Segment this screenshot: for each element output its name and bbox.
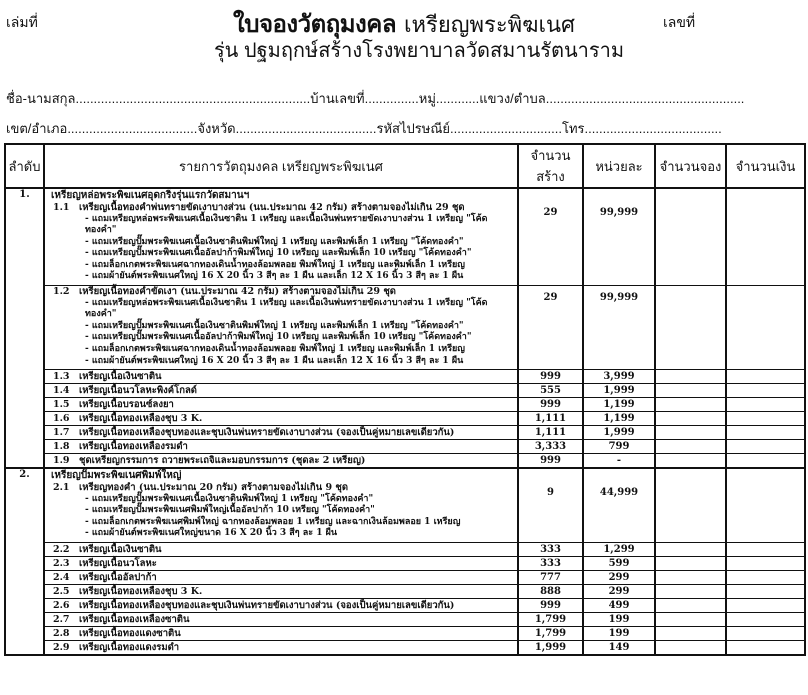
table-row <box>5 398 805 412</box>
item-number: 2.1 <box>53 482 70 494</box>
bonus-item: - แถมล็อกเกตพระพิฆเนศพิมพ์ใหญ่ ฉากทองล้อมพลอย 1 เหรียญ และฉากเงินล้อมพลอย 1 เหรียญ <box>85 516 461 527</box>
quantity-reserved-cell[interactable] <box>655 468 726 542</box>
bonus-item: - แถมเหรียญปั๊มพระพิฆเนศเนื้อเงินซาตินพิมพ์ใหญ่ 1 เหรียญ และพิมพ์เล็ก 1 เหรียญ "โค้ดทองคำ" <box>85 320 464 331</box>
item-line <box>45 586 517 598</box>
document-number-label: เลขที่ <box>663 14 696 30</box>
unit-price: 299 <box>583 585 655 599</box>
item-number: 1.2 <box>53 286 70 298</box>
category-title: เหรียญปั๊มพระพิฆเนศพิมพ์ใหญ่ <box>51 470 182 482</box>
quantity-reserved-cell[interactable] <box>655 641 726 656</box>
quantity-made: 999 <box>518 454 583 469</box>
quantity-reserved-cell[interactable] <box>655 613 726 627</box>
unit-price: 1,299 <box>583 543 655 557</box>
quantity-made: 29 <box>518 188 583 286</box>
unit-price: 299 <box>583 571 655 585</box>
col-header-quantity-reserved: จำนวนจอง <box>655 144 726 188</box>
table-row <box>5 384 805 398</box>
quantity-made: 1,799 <box>518 613 583 627</box>
table-row <box>5 440 805 454</box>
item-name: เหรียญทองคำ (นน.ประมาณ 20 กรัม) สร้างตามจองไม่เกิน 9 ชุด <box>79 482 348 494</box>
item-name: เหรียญเนื้อทองคำพ่นทรายขัดเงาบางส่วน (นน.ประมาณ 42 กรัม) สร้างตามจองไม่เกิน 29 ชุด <box>79 202 465 213</box>
item-number: 2.3 <box>53 557 70 569</box>
table-row <box>5 468 805 542</box>
unit-price: 99,999 <box>583 286 655 370</box>
form-line-1 <box>6 88 802 109</box>
table-row <box>5 370 805 384</box>
book-number-label: เล่มที่ <box>6 14 38 30</box>
item-line <box>45 441 517 453</box>
amount-cell[interactable] <box>726 412 805 426</box>
table-row <box>5 543 805 557</box>
item-description <box>44 627 518 641</box>
amount-cell[interactable] <box>726 370 805 384</box>
item-number: 1.7 <box>53 426 70 438</box>
item-description <box>44 412 518 426</box>
item-description <box>44 398 518 412</box>
unit-price: - <box>583 454 655 469</box>
quantity-made: 333 <box>518 557 583 571</box>
quantity-made: 1,799 <box>518 627 583 641</box>
item-description <box>44 370 518 384</box>
form-label: ชื่อ-นามสกุล <box>6 91 76 106</box>
table-row <box>5 613 805 627</box>
quantity-reserved-cell[interactable] <box>655 398 726 412</box>
item-name: เหรียญเนื้ออัลปาก้า <box>79 571 157 583</box>
quantity-made: 333 <box>518 543 583 557</box>
amount-cell[interactable] <box>726 398 805 412</box>
item-description <box>44 557 518 571</box>
item-line <box>45 202 517 214</box>
unit-price: 1,199 <box>583 398 655 412</box>
quantity-reserved-cell[interactable] <box>655 286 726 370</box>
quantity-reserved-cell[interactable] <box>655 599 726 613</box>
item-number: 1.3 <box>53 370 70 382</box>
col-header-amount: จำนวนเงิน <box>726 144 805 188</box>
form-fill-field[interactable]: ...................................... <box>584 121 722 136</box>
item-description <box>44 613 518 627</box>
item-description <box>44 440 518 454</box>
col-header-unit-price: หน่วยละ <box>583 144 655 188</box>
item-number: 2.8 <box>53 627 70 639</box>
form-label: รหัสไปรษณีย์ <box>376 121 451 136</box>
category-title: เหรียญหล่อพระพิฆเนศอุดกริ่งรุ่นแรกวัดสมานฯ <box>51 190 250 201</box>
item-line <box>45 482 517 494</box>
item-number: 1.5 <box>53 398 70 410</box>
table-row <box>5 627 805 641</box>
amount-cell[interactable] <box>726 613 805 627</box>
item-line <box>45 427 517 439</box>
item-description <box>44 426 518 440</box>
table-row <box>5 286 805 370</box>
item-name: เหรียญเนื้อทองเหลืองชุบทองและชุบเงินพ่นทรายขัดเงาบางส่วน (จองเป็นคู่หมายเลขเดียวกัน) <box>79 426 455 438</box>
form-label: เขต/อำเภอ <box>6 121 68 136</box>
table-row <box>5 454 805 469</box>
form-fill-field[interactable]: ............... <box>364 91 419 106</box>
quantity-reserved-cell[interactable] <box>655 571 726 585</box>
quantity-made: 888 <box>518 585 583 599</box>
item-description <box>44 543 518 557</box>
item-line <box>45 628 517 640</box>
bonus-item: - แถมผ้ายันต์พระพิฆเนศใหญ่ 16 X 20 นิ้ว 3 สีๆ ละ 1 ผืน และเล็ก 12 X 16 นิ้ว 3 สีๆ ละ 1 ผืน <box>85 355 464 366</box>
table-row <box>5 585 805 599</box>
col-header-item: รายการวัตถุมงคล เหรียญพระพิฆเนศ <box>44 144 518 188</box>
amount-cell[interactable] <box>726 188 805 286</box>
quantity-reserved-cell[interactable] <box>655 543 726 557</box>
item-line <box>45 371 517 383</box>
quantity-made: 777 <box>518 571 583 585</box>
item-number: 2.9 <box>53 641 70 653</box>
item-number: 1.4 <box>53 384 70 396</box>
quantity-made: 999 <box>518 398 583 412</box>
table-row <box>5 557 805 571</box>
item-name: เหรียญเนื้อทองคำขัดเงา (นน.ประมาณ 42 กรัม) สร้างตามจองไม่เกิน 29 ชุด <box>79 286 396 298</box>
item-number: 2.5 <box>53 585 70 597</box>
table-row <box>5 641 805 656</box>
unit-price: 1,199 <box>583 412 655 426</box>
bonus-item: - แถมผ้ายันต์พระพิฆเนศใหญ่ 16 X 20 นิ้ว 3 สีๆ ละ 1 ผืน และเล็ก 12 X 16 นิ้ว 3 สีๆ ละ 1 ผืน <box>85 271 464 282</box>
table-header-row <box>5 144 805 188</box>
item-name: เหรียญเนื้อทองแดงซาติน <box>79 627 181 639</box>
form-fill-field[interactable]: ............................... <box>450 121 562 136</box>
amount-cell[interactable] <box>726 440 805 454</box>
col-header-order: ลำดับ <box>5 144 44 188</box>
item-line <box>45 642 517 654</box>
item-number: 2.6 <box>53 599 70 611</box>
table-row <box>5 571 805 585</box>
quantity-reserved-cell[interactable] <box>655 454 726 469</box>
item-description <box>44 585 518 599</box>
item-line <box>45 600 517 612</box>
quantity-reserved-cell[interactable] <box>655 370 726 384</box>
amount-cell[interactable] <box>726 585 805 599</box>
quantity-made: 999 <box>518 370 583 384</box>
item-number: 2.7 <box>53 613 70 625</box>
table-row <box>5 426 805 440</box>
item-line <box>45 413 517 425</box>
item-name: เหรียญเนื้อเงินซาติน <box>79 370 162 382</box>
bonus-item: - แถมผ้ายันต์พระพิฆเนศใหญ่ขนาด 16 X 20 นิ้ว 3 สีๆ ละ 1 ผืน <box>85 528 338 539</box>
bonus-item: - แถมเหรียญหล่อพระพิฆเนศเนื้อเงินซาติน 1 เหรียญ และเนื้อเงินพ่นทรายขัดเงาบางส่วน 1 เหรียญ "โค้ดทองคำ" <box>85 213 488 236</box>
amount-cell[interactable] <box>726 641 805 656</box>
item-description <box>44 641 518 656</box>
bonus-item: - แถมเหรียญปั๊มพระพิฆเนศพิมพ์ใหญ่เนื้ออัลปาก้า 10 เหรียญ "โค้ดทองคำ" <box>85 505 375 516</box>
item-name: เหรียญเนื้อนวโลหะ <box>79 557 157 569</box>
quantity-made: 9 <box>518 468 583 542</box>
item-line <box>45 455 517 467</box>
item-name: เหรียญเนื้อทองเหลืองซาติน <box>79 613 190 625</box>
item-name: ชุดเหรียญกรรมการ ถวายพระเถจิและมอบกรรมการ (ชุดละ 2 เหรียญ) <box>79 454 366 466</box>
col-header-quantity-made: จำนวนสร้าง <box>518 144 583 188</box>
title-rest: เหรียญพระพิฆเนศ <box>404 12 575 37</box>
item-name: เหรียญเนื้อนวโลหะพิงค์โกลด์ <box>79 384 197 396</box>
form-fill-field[interactable]: ............ <box>435 91 480 106</box>
amount-cell[interactable] <box>726 286 805 370</box>
quantity-reserved-cell[interactable] <box>655 585 726 599</box>
item-line <box>45 544 517 556</box>
quantity-made: 1,999 <box>518 641 583 656</box>
item-number: 2.4 <box>53 571 70 583</box>
form-fill-field[interactable]: ....................................... <box>235 121 377 136</box>
quantity-made: 555 <box>518 384 583 398</box>
order-table <box>4 143 806 656</box>
category-number: 1. <box>5 188 44 468</box>
unit-price: 99,999 <box>583 188 655 286</box>
bonus-item: - แถมล็อกเกตพระพิฆเนศฉากทองเดินน้ำทองล้อมพลอย พิมพ์ใหญ่ 1 เหรียญ และพิมพ์เล็ก 1 เหรียญ <box>85 259 465 270</box>
item-name: เหรียญเนื้อบรอนซ์ลงยา <box>79 398 174 410</box>
item-description <box>44 188 518 286</box>
form-fill-field[interactable]: ................................................................. <box>75 91 311 106</box>
unit-price: 199 <box>583 613 655 627</box>
bonus-item: - แถมเหรียญปั๊มพระพิฆเนศเนื้อเงินซาตินพิมพ์ใหญ่ 1 เหรียญ และพิมพ์เล็ก 1 เหรียญ "โค้ดทองคำ" <box>85 236 464 247</box>
item-name: เหรียญเนื้อทองแดงรมดำ <box>79 641 180 653</box>
quantity-reserved-cell[interactable] <box>655 412 726 426</box>
bonus-item: - แถมเหรียญปั๊มพระพิฆเนศเนื้อเงินซาตินพิมพ์ใหญ่ 1 เหรียญ "โค้ดทองคำ" <box>85 493 374 504</box>
item-number: 1.9 <box>53 454 70 466</box>
form-label: หมู่ <box>418 91 436 106</box>
item-description <box>44 286 518 370</box>
quantity-made: 3,333 <box>518 440 583 454</box>
item-number: 1.8 <box>53 440 70 452</box>
item-number: 2.2 <box>53 543 70 555</box>
unit-price: 799 <box>583 440 655 454</box>
unit-price: 599 <box>583 557 655 571</box>
item-description <box>44 454 518 469</box>
form-fill-field[interactable]: ....................................................... <box>545 91 745 106</box>
form-line-2 <box>6 118 802 139</box>
item-name: เหรียญเนื้อเงินซาติน <box>79 543 162 555</box>
category-number: 2. <box>5 468 44 655</box>
amount-cell[interactable] <box>726 426 805 440</box>
item-name: เหรียญเนื้อทองเหลืองรมดำ <box>79 440 188 452</box>
page-subtitle: รุ่น ปฐมฤกษ์สร้างโรงพยาบาลวัดสมานรัตนาราม <box>213 40 625 62</box>
item-description <box>44 599 518 613</box>
item-line <box>45 399 517 411</box>
table-row <box>5 188 805 286</box>
amount-cell[interactable] <box>726 468 805 542</box>
form-label: จังหวัด <box>197 121 236 136</box>
table-row <box>5 599 805 613</box>
item-number: 1.6 <box>53 412 70 424</box>
unit-price: 1,999 <box>583 426 655 440</box>
quantity-reserved-cell[interactable] <box>655 440 726 454</box>
item-name: เหรียญเนื้อทองเหลืองชุบ 3 K. <box>79 412 203 424</box>
amount-cell[interactable] <box>726 454 805 469</box>
form-label: แขวง/ตำบล <box>479 91 546 106</box>
bonus-item: - แถมล็อกเกตพระพิฆเนศฉากทองเดินน้ำทองล้อมพลอย พิมพ์ใหญ่ 1 เหรียญ และพิมพ์เล็ก 1 เหรียญ <box>85 343 465 354</box>
quantity-reserved-cell[interactable] <box>655 384 726 398</box>
unit-price: 149 <box>583 641 655 656</box>
title-bold: ใบจองวัตถุมงคล <box>232 11 397 38</box>
item-description <box>44 571 518 585</box>
amount-cell[interactable] <box>726 384 805 398</box>
quantity-made: 1,111 <box>518 412 583 426</box>
item-line <box>45 614 517 626</box>
table-row <box>5 412 805 426</box>
item-line <box>45 286 517 298</box>
amount-cell[interactable] <box>726 543 805 557</box>
amount-cell[interactable] <box>726 571 805 585</box>
item-number: 1.1 <box>53 202 70 213</box>
quantity-made: 1,111 <box>518 426 583 440</box>
quantity-reserved-cell[interactable] <box>655 188 726 286</box>
unit-price: 499 <box>583 599 655 613</box>
item-name: เหรียญเนื้อทองเหลืองชุบ 3 K. <box>79 585 203 597</box>
unit-price: 199 <box>583 627 655 641</box>
amount-cell[interactable] <box>726 627 805 641</box>
form-label: โทร <box>561 121 585 136</box>
form-label: บ้านเลขที่ <box>310 91 365 106</box>
quantity-reserved-cell[interactable] <box>655 426 726 440</box>
item-line <box>45 385 517 397</box>
unit-price: 3,999 <box>583 370 655 384</box>
form-fill-field[interactable]: .................................... <box>67 121 198 136</box>
bonus-item: - แถมเหรียญปั๊มพระพิฆเนศเนื้ออัลปาก้าพิมพ์ใหญ่ 10 เหรียญ และพิมพ์เล็ก 10 เหรียญ "โค้ดทองคำ" <box>85 332 472 343</box>
unit-price: 1,999 <box>583 384 655 398</box>
amount-cell[interactable] <box>726 599 805 613</box>
item-name: เหรียญเนื้อทองเหลืองชุบทองและชุบเงินพ่นทรายขัดเงาบางส่วน (จองเป็นคู่หมายเลขเดียวกัน) <box>79 599 455 611</box>
bonus-item: - แถมเหรียญหล่อพระพิฆเนศเนื้อเงินซาติน 1 เหรียญ และเนื้อเงินพ่นทรายขัดเงาบางส่วน 1 เหรียญ "โค้ดทองคำ" <box>85 297 488 320</box>
quantity-reserved-cell[interactable] <box>655 627 726 641</box>
item-line <box>45 572 517 584</box>
item-description <box>44 384 518 398</box>
item-description <box>44 468 518 542</box>
quantity-reserved-cell[interactable] <box>655 557 726 571</box>
amount-cell[interactable] <box>726 557 805 571</box>
quantity-made: 29 <box>518 286 583 370</box>
bonus-item: - แถมเหรียญปั๊มพระพิฆเนศเนื้ออัลปาก้าพิมพ์ใหญ่ 10 เหรียญ และพิมพ์เล็ก 10 เหรียญ "โค้ดทองคำ" <box>85 248 472 259</box>
item-line <box>45 558 517 570</box>
unit-price: 44,999 <box>583 468 655 542</box>
quantity-made: 999 <box>518 599 583 613</box>
